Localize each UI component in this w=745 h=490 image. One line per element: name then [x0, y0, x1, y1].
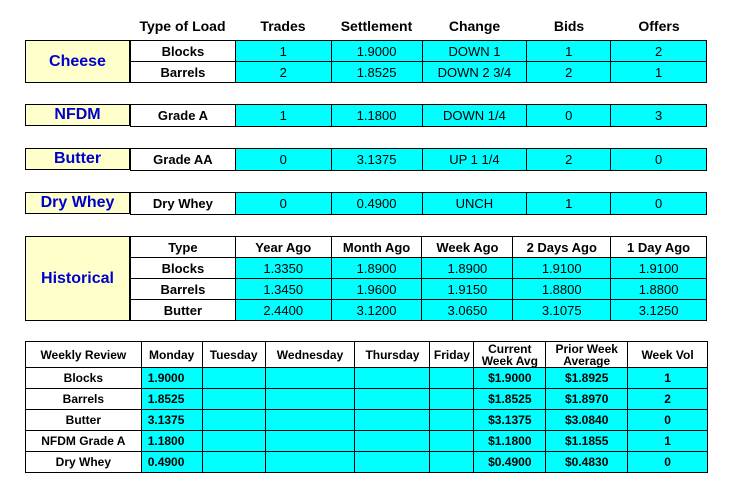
- header-bids: Bids: [553, 18, 585, 34]
- col-header: Month Ago: [331, 237, 422, 258]
- butter-table: [130, 148, 707, 171]
- cell-bids: 1: [527, 193, 611, 215]
- header-offers: Offers: [638, 18, 680, 34]
- cell-value: [202, 452, 265, 473]
- col-header: Friday: [430, 342, 474, 368]
- cell-settlement: 1.1800: [331, 105, 422, 127]
- table-row: [26, 431, 708, 452]
- cell-commodity: Blocks: [26, 368, 142, 389]
- table-row: [131, 300, 707, 321]
- cell-trades: 2: [235, 62, 331, 83]
- cell-change: UNCH: [422, 193, 527, 215]
- header-settlement: Settlement: [340, 18, 413, 34]
- cell-value: 1.9150: [422, 279, 513, 300]
- col-header: 1 Day Ago: [611, 237, 707, 258]
- nfdm-table: [130, 104, 707, 127]
- cell-offers: 0: [611, 149, 707, 171]
- table-header-row: [131, 237, 707, 258]
- cell-value: 3.1075: [513, 300, 611, 321]
- weekly-review-table: [25, 341, 708, 473]
- cell-value: 0: [628, 452, 708, 473]
- cell-value: [430, 431, 474, 452]
- cheese-table: [130, 40, 707, 83]
- cell-value: 1.8900: [331, 258, 422, 279]
- cell-value: 1.9100: [513, 258, 611, 279]
- cell-type: Barrels: [131, 62, 236, 83]
- col-header: Monday: [141, 342, 202, 368]
- cell-type: Blocks: [131, 258, 236, 279]
- table-row: [131, 105, 707, 127]
- header-trades: Trades: [260, 18, 306, 34]
- cell-type: Butter: [131, 300, 236, 321]
- header-change: Change: [448, 18, 501, 34]
- cell-value: 3.0650: [422, 300, 513, 321]
- cell-offers: 1: [611, 62, 707, 83]
- cell-value: $0.4900: [474, 452, 546, 473]
- cell-value: [355, 368, 430, 389]
- col-header: Tuesday: [202, 342, 265, 368]
- butter-label: Butter: [25, 148, 130, 170]
- table-row: [26, 389, 708, 410]
- col-header: Week Ago: [422, 237, 513, 258]
- cell-value: 0: [628, 410, 708, 431]
- cell-settlement: 3.1375: [331, 149, 422, 171]
- cell-commodity: NFDM Grade A: [26, 431, 142, 452]
- cell-value: [430, 452, 474, 473]
- cell-settlement: 0.4900: [331, 193, 422, 215]
- cell-value: [265, 389, 355, 410]
- cell-value: $1.1800: [474, 431, 546, 452]
- cell-value: 1.3450: [235, 279, 331, 300]
- table-row: [26, 368, 708, 389]
- table-row: [131, 41, 707, 62]
- cell-change: DOWN 2 3/4: [422, 62, 527, 83]
- header-type-of-load: Type of Load: [139, 18, 226, 34]
- cell-value: [265, 410, 355, 431]
- cell-value: $1.1855: [546, 431, 628, 452]
- cell-commodity: Dry Whey: [26, 452, 142, 473]
- table-header-row: [26, 342, 708, 368]
- cell-settlement: 1.8525: [331, 62, 422, 83]
- cell-bids: 0: [527, 105, 611, 127]
- cell-value: 1.8900: [422, 258, 513, 279]
- cell-change: DOWN 1: [422, 41, 527, 62]
- cell-offers: 0: [611, 193, 707, 215]
- cell-value: 0.4900: [141, 452, 202, 473]
- cell-value: $1.8925: [546, 368, 628, 389]
- cell-value: [265, 431, 355, 452]
- cell-type: Dry Whey: [131, 193, 236, 215]
- cell-value: 1.9600: [331, 279, 422, 300]
- col-header: Thursday: [355, 342, 430, 368]
- cell-trades: 1: [235, 105, 331, 127]
- cell-value: 1.1800: [141, 431, 202, 452]
- table-row: [131, 193, 707, 215]
- cell-value: 3.1200: [331, 300, 422, 321]
- cell-type: Barrels: [131, 279, 236, 300]
- cell-value: 2.4400: [235, 300, 331, 321]
- cell-value: 3.1250: [611, 300, 707, 321]
- cell-value: 3.1375: [141, 410, 202, 431]
- cell-value: [202, 389, 265, 410]
- cell-value: [265, 368, 355, 389]
- table-row: [131, 149, 707, 171]
- cell-value: 1.9100: [611, 258, 707, 279]
- cell-value: $1.8525: [474, 389, 546, 410]
- cell-type: Blocks: [131, 41, 236, 62]
- nfdm-label: NFDM: [25, 104, 130, 126]
- cell-commodity: Butter: [26, 410, 142, 431]
- cell-value: 1.9000: [141, 368, 202, 389]
- col-header: Year Ago: [235, 237, 331, 258]
- col-header: Week Vol: [628, 342, 708, 368]
- cell-bids: 2: [527, 62, 611, 83]
- table-row: [131, 62, 707, 83]
- col-header: Current Week Avg: [474, 342, 546, 368]
- cell-value: [355, 431, 430, 452]
- cell-bids: 1: [527, 41, 611, 62]
- cell-change: UP 1 1/4: [422, 149, 527, 171]
- cell-value: [202, 431, 265, 452]
- cell-value: 1.8800: [513, 279, 611, 300]
- cell-value: [265, 452, 355, 473]
- cell-value: $1.9000: [474, 368, 546, 389]
- table-row: [131, 279, 707, 300]
- cell-value: $3.1375: [474, 410, 546, 431]
- table-row: [26, 410, 708, 431]
- cell-offers: 2: [611, 41, 707, 62]
- cell-value: 1: [628, 431, 708, 452]
- cell-value: $3.0840: [546, 410, 628, 431]
- cell-settlement: 1.9000: [331, 41, 422, 62]
- cell-trades: 0: [235, 149, 331, 171]
- cell-trades: 1: [235, 41, 331, 62]
- historical-label: Historical: [25, 236, 130, 321]
- drywhey-label: Dry Whey: [25, 192, 130, 214]
- cell-commodity: Barrels: [26, 389, 142, 410]
- cell-value: 2: [628, 389, 708, 410]
- cell-value: [355, 410, 430, 431]
- col-header: Prior Week Average: [546, 342, 628, 368]
- col-header: Type: [131, 237, 236, 258]
- historical-table: [130, 236, 707, 321]
- cell-value: 1.8525: [141, 389, 202, 410]
- cell-value: 1.3350: [235, 258, 331, 279]
- cell-value: 1.8800: [611, 279, 707, 300]
- table-row: [26, 452, 708, 473]
- drywhey-table: [130, 192, 707, 215]
- cell-value: [430, 389, 474, 410]
- col-header: Weekly Review: [26, 342, 142, 368]
- cell-value: $0.4830: [546, 452, 628, 473]
- cell-change: DOWN 1/4: [422, 105, 527, 127]
- col-header: Wednesday: [265, 342, 355, 368]
- table-row: [131, 258, 707, 279]
- cell-bids: 2: [527, 149, 611, 171]
- cell-value: [202, 368, 265, 389]
- cell-value: 1: [628, 368, 708, 389]
- col-header: 2 Days Ago: [513, 237, 611, 258]
- cell-value: [430, 368, 474, 389]
- cell-type: Grade A: [131, 105, 236, 127]
- cell-value: [202, 410, 265, 431]
- cell-trades: 0: [235, 193, 331, 215]
- cell-value: [355, 452, 430, 473]
- cell-type: Grade AA: [131, 149, 236, 171]
- cell-value: [430, 410, 474, 431]
- cheese-label: Cheese: [25, 40, 130, 83]
- cell-offers: 3: [611, 105, 707, 127]
- cell-value: $1.8970: [546, 389, 628, 410]
- cell-value: [355, 389, 430, 410]
